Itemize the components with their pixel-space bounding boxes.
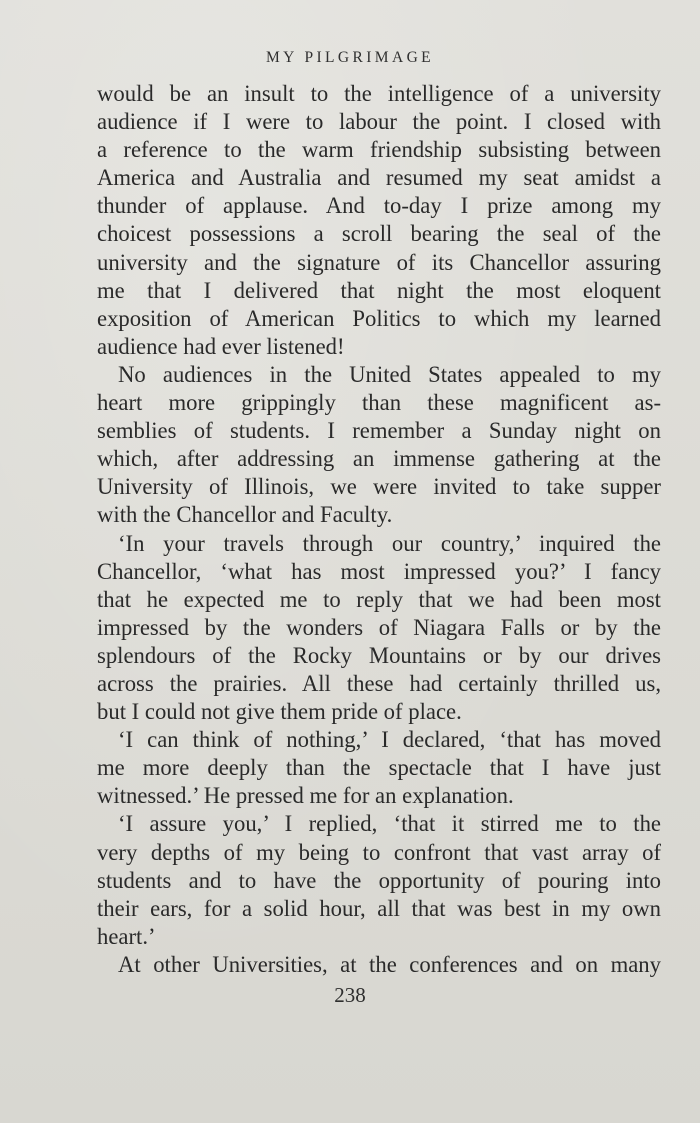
running-head: MY PILGRIMAGE (265, 49, 435, 66)
text-line: very depths of my being to confront that vast array of (97, 839, 661, 865)
text-line: audience if I were to labour the point. I closed with (97, 109, 661, 135)
text-line: which, after addressing an immense gathering at the (97, 446, 661, 472)
text-line: ‘I assure you,’ I replied, ‘that it stirred me to the (118, 811, 661, 837)
text-line: their ears, for a solid hour, all that was best in my own (97, 895, 661, 921)
text-line: with the Chancellor and Faculty. (97, 502, 393, 528)
text-line: choicest possessions a scroll bearing the seal of the (97, 221, 661, 247)
text-line: university and the signature of its Chancellor assuring (97, 249, 661, 275)
text-line: me that I delivered that night the most eloquent (97, 277, 661, 303)
text-line: impressed by the wonders of Niagara Falls or by the (97, 614, 661, 640)
text-line: Chancellor, ‘what has most impressed you?’ I fancy (97, 558, 661, 584)
text-line: audience had ever listened! (97, 333, 345, 359)
text-line: across the prairies. All these had certainly thrilled us, (97, 670, 661, 696)
text-line: witnessed.’ He pressed me for an explanation. (97, 783, 514, 809)
text-line: exposition of American Politics to which my learned (97, 305, 661, 331)
text-line: that he expected me to reply that we had been most (97, 586, 661, 612)
text-line: splendours of the Rocky Mountains or by our drives (97, 642, 661, 668)
text-line: At other Universities, at the conferences and on many (118, 951, 661, 977)
text-line: heart.’ (97, 923, 156, 949)
text-line: semblies of students. I remember a Sunday night on (97, 418, 661, 444)
body-text (97, 80, 661, 979)
text-line: ‘In your travels through our country,’ inquired the (118, 530, 661, 556)
text-line: thunder of applause. And to-day I prize among my (97, 193, 661, 219)
text-line: America and Australia and resumed my seat amidst a (97, 165, 661, 191)
text-line: heart more grippingly than these magnificent as- (97, 390, 661, 416)
text-line: but I could not give them pride of place. (97, 699, 462, 725)
text-line: me more deeply than the spectacle that I have just (97, 755, 661, 781)
text-line: students and to have the opportunity of pouring into (97, 867, 661, 893)
text-line: ‘I can think of nothing,’ I declared, ‘that has moved (118, 727, 661, 753)
text-line: University of Illinois, we were invited to take supper (97, 474, 661, 500)
text-line: No audiences in the United States appealed to my (118, 361, 661, 387)
page-number: 238 (334, 983, 366, 1007)
text-line: a reference to the warm friendship subsisting between (97, 137, 661, 163)
text-line: would be an insult to the intelligence of a university (97, 81, 661, 106)
